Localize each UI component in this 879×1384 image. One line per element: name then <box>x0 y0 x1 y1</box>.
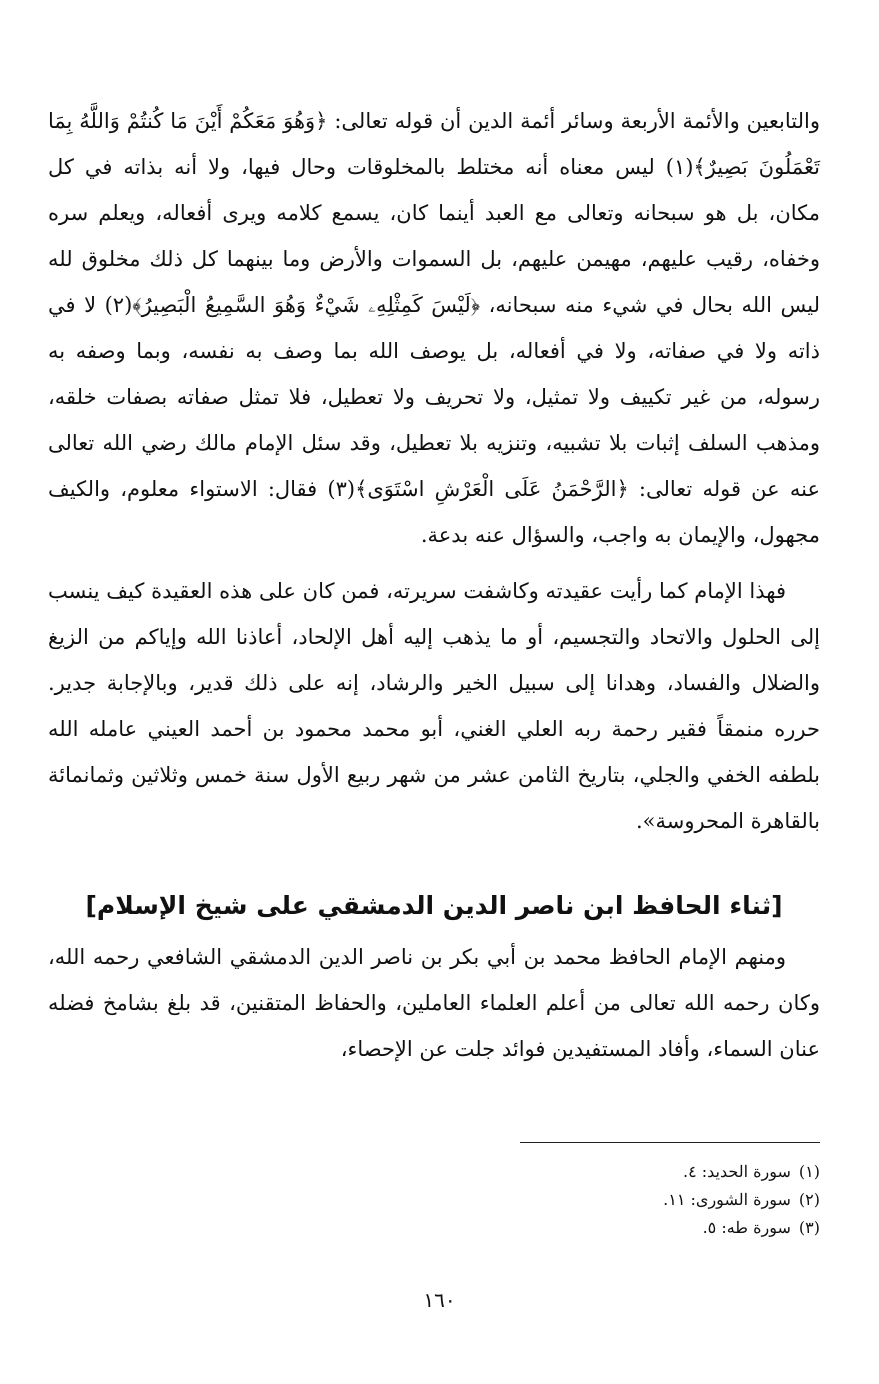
footnote-3 <box>420 1214 820 1242</box>
footnote-1 <box>420 1158 820 1186</box>
body-paragraph-2: فهذا الإمام كما رأيت عقيدته وكاشفت سريرته، فمن كان على هذه العقيدة كيف ينسب إلى الحلول والاتحاد والتجسيم، أو ما يذهب إليه أهل الإلحاد، أعاذنا الله وإياكم من الزيغ والضلال والفساد، وهدانا إلى سبيل الخير والرشاد، إنه على ذلك قدير، وبالإجابة جدير. حرره منمقاً فقير رحمة ربه العلي الغني، أبو محمد محمود بن أحمد العيني عامله الله بلطفه الخفي والجلي، بتاريخ الثامن عشر من شهر ربيع الأول سنة خمس وثلاثين وثمانمائة بالقاهرة المحروسة». <box>48 579 820 833</box>
footnote-number: (٣) <box>798 1218 820 1237</box>
footnote-separator <box>520 1142 820 1143</box>
body-paragraph-1: والتابعين والأئمة الأربعة وسائر أئمة الدين أن قوله تعالى: ﴿وَهُوَ مَعَكُمْ أَيْنَ مَا كُنتُمْ وَاللَّهُ بِمَا تَعْمَلُونَ بَصِيرٌ﴾(١) ليس معناه أنه مختلط بالمخلوقات وحال فيها، ولا أنه بذاته في كل مكان، بل هو سبحانه وتعالى مع العبد أينما كان، يسمع كلامه ويرى أفعاله، ويعلم سره وخفاه، رقيب عليهم، مهيمن عليهم، بل السموات والأرض وما بينهما كل ذلك مخلوق لله ليس الله بحال في شيء منه سبحانه، ﴿لَيْسَ كَمِثْلِهِۦ شَيْءٌ وَهُوَ السَّمِيعُ الْبَصِيرُ﴾(٢) لا في ذاته ولا في صفاته، ولا في أفعاله، بل يوصف الله بما وصف به نفسه، وبما وصفه به رسوله، من غير تكييف ولا تمثيل، ولا تحريف ولا تعطيل، فلا تمثل صفاته بصفات خلقه، ومذهب السلف إثبات بلا تشبيه، وتنزيه بلا تعطيل، وقد سئل الإمام مالك رضي الله تعالى عنه عن قوله تعالى: ﴿الرَّحْمَنُ عَلَى الْعَرْشِ اسْتَوَى﴾(٣) فقال: الاستواء معلوم، والكيف مجهول، والإيمان به واجب، والسؤال عنه بدعة. <box>48 109 821 547</box>
section-heading: [ثناء الحافظ ابن ناصر الدين الدمشقي على شيخ الإسلام] <box>85 891 783 920</box>
footnote-text: سورة الشورى: ١١. <box>663 1190 791 1209</box>
footnote-number: (٢) <box>798 1190 820 1209</box>
page-number: ١٦٠ <box>423 1288 456 1312</box>
footnote-number: (١) <box>798 1162 820 1181</box>
footnote-text: سورة الحديد: ٤. <box>682 1162 791 1181</box>
page-body <box>48 98 820 1072</box>
body-paragraph-3: ومنهم الإمام الحافظ محمد بن أبي بكر بن ناصر الدين الدمشقي الشافعي رحمه الله، وكان رحمه الله تعالى من أعلم العلماء العاملين، والحفاظ المتقنين، قد بلغ بشامخ فضله عنان السماء، وأفاد المستفيدين فوائد جلت عن الإحصاء، <box>48 945 820 1061</box>
footnote-text: سورة طه: ٥. <box>702 1218 791 1237</box>
footnotes <box>420 1158 820 1242</box>
footnote-2 <box>420 1186 820 1214</box>
